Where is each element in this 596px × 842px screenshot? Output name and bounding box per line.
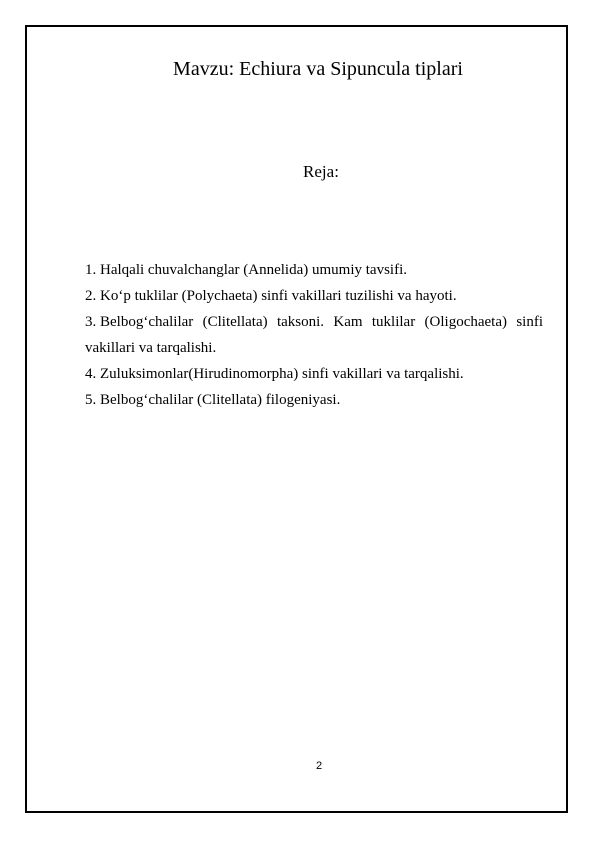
page-border xyxy=(25,25,568,813)
plan-item-text: Ko‘p tuklilar (Polychaeta) sinfi vakillari tuzilishi va hayoti. xyxy=(100,288,457,304)
plan-item xyxy=(85,387,543,413)
plan-item xyxy=(85,283,543,309)
plan-list xyxy=(85,257,543,413)
plan-item-number: 4. xyxy=(85,366,97,382)
plan-item xyxy=(85,257,543,283)
plan-item-number: 3. xyxy=(85,314,97,330)
plan-item xyxy=(85,361,543,387)
plan-item-number: 2. xyxy=(85,288,97,304)
plan-item-text: Belbog‘chalilar (Clitellata) filogeniyasi. xyxy=(100,392,341,408)
plan-item xyxy=(85,309,543,361)
page-number: 2 xyxy=(315,760,323,772)
plan-item-text: Zuluksimonlar(Hirudinomorpha) sinfi vakillari va tarqalishi. xyxy=(100,366,464,382)
plan-item-number: 1. xyxy=(85,262,97,278)
plan-item-number: 5. xyxy=(85,392,97,408)
page-title: Mavzu: Echiura va Sipuncula tiplari xyxy=(173,58,463,80)
plan-heading: Reja: xyxy=(303,162,339,181)
plan-item-text: Halqali chuvalchanglar (Annelida) umumiy tavsifi. xyxy=(100,262,407,278)
plan-item-text: Belbog‘chalilar (Clitellata) taksoni. Kam tuklilar (Oligochaeta) sinfi vakillari va tarqalishi. xyxy=(85,314,543,356)
